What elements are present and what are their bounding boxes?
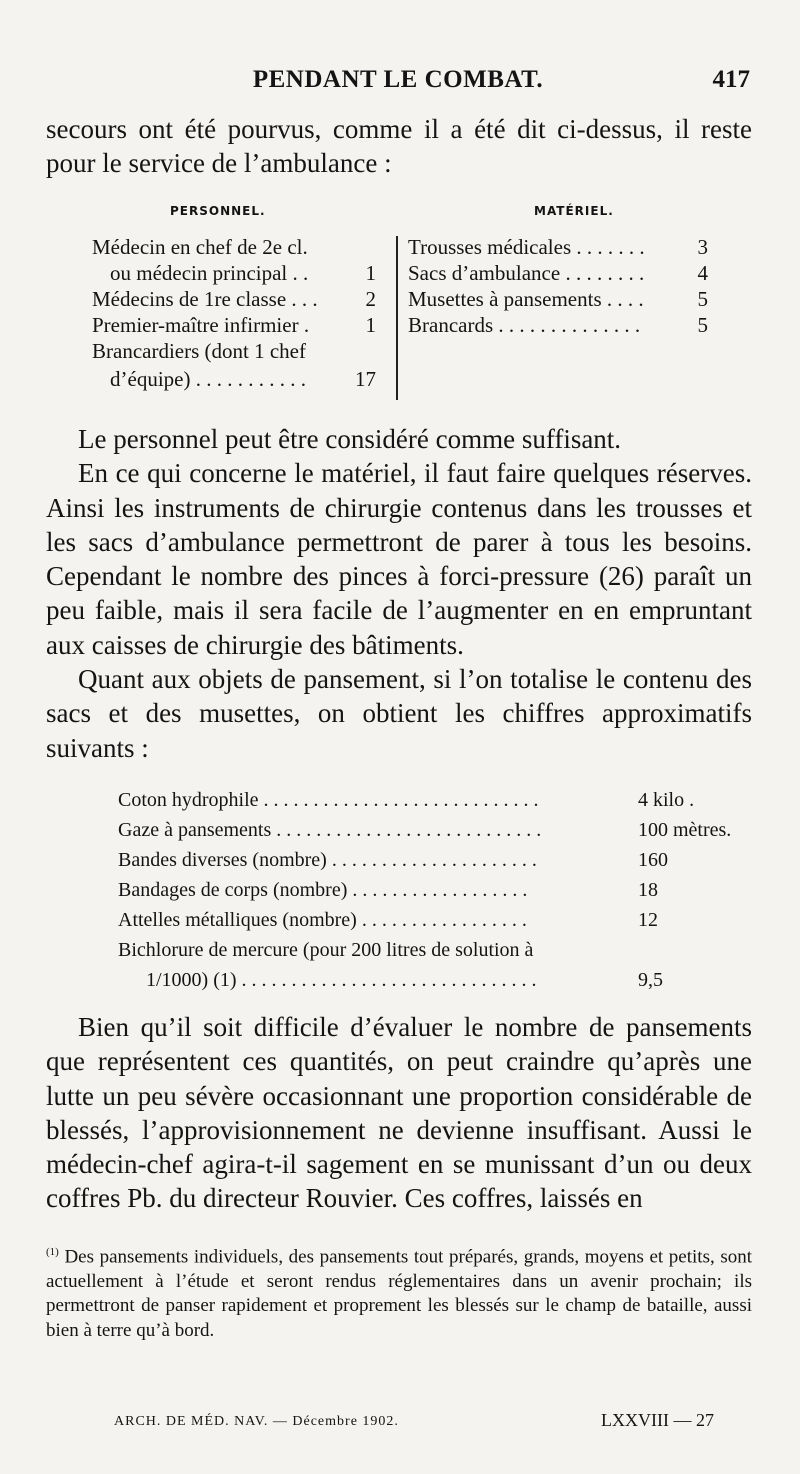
materiel-row-label: Musettes à pansements . . . . — [408, 287, 644, 311]
supplies-list — [118, 785, 758, 995]
supply-row — [118, 935, 758, 965]
personnel-row-label: Médecin en chef de 2e cl. — [92, 235, 308, 259]
materiel-row — [408, 234, 708, 260]
materiel-row-value: 4 — [697, 261, 708, 285]
supply-row — [118, 965, 758, 995]
materiel-row — [408, 260, 708, 286]
supply-value: 18 — [638, 879, 658, 901]
materiel-row-label: Sacs d’ambulance . . . . . . . . — [408, 261, 645, 285]
personnel-row-label: Médecins de 1re classe . . . — [92, 287, 318, 311]
supply-value: 12 — [638, 909, 658, 931]
journal-reference: ARCH. DE MÉD. NAV. — Décembre 1902. — [114, 1414, 399, 1429]
materiel-row-value: 3 — [697, 235, 708, 259]
materiel-row-value: 5 — [697, 287, 708, 311]
personnel-row — [92, 286, 376, 312]
supply-value: 160 — [638, 849, 668, 871]
personnel-row-label: Brancardiers (dont 1 chef — [92, 339, 306, 363]
paragraph-personnel: Le personnel peut être considéré comme suffisant. — [78, 424, 622, 454]
column-divider — [396, 236, 398, 400]
personnel-row-label: d’équipe) . . . . . . . . . . . — [110, 367, 306, 391]
supply-row — [118, 815, 758, 845]
supply-value: 9,5 — [638, 969, 663, 991]
materiel-heading: MATÉRIEL. — [534, 204, 614, 218]
signature-mark: LXXVIII — 27 — [601, 1410, 714, 1430]
footnote-marker: (1) — [46, 1246, 59, 1258]
supply-value: 100 mètres. — [638, 819, 732, 841]
supply-row — [118, 845, 758, 875]
personnel-row — [92, 312, 376, 338]
paragraph-pansements: Quant aux objets de pansement, si l’on totalise le contenu des sacs et des musettes, on obtient les chiffres approximatifs suivants : — [46, 664, 752, 763]
personnel-row-label: ou médecin principal . . — [110, 261, 309, 285]
footnote — [46, 1240, 752, 1343]
supply-label: 1/1000) (1) . . . . . . . . . . . . . . . . . . . . . . . . . . . . . . — [146, 969, 537, 991]
supply-row — [118, 905, 758, 935]
personnel-row — [92, 234, 376, 260]
paragraph-coffres: Bien qu’il soit difficile d’évaluer le nombre de pansements que représentent ces quantités, on peut craindre qu’après une lutte un peu sévère occasionnant une proportion considérable de blessés, l’approvisionnement ne devienne insuffisant. Aussi le médecin-chef agira-t-il sagement en se munissant d’un ou deux coffres Pb. du directeur Rouvier. Ces coffres, laissés en — [46, 1012, 752, 1214]
paragraph-materiel: En ce qui concerne le matériel, il faut faire quelques réserves. Ainsi les instruments de chirurgie contenus dans les trousses et les sacs d’ambulance permettront de parer à tous les besoins. Cependant le nombre des pinces à forci-pressure (26) paraît un peu faible, mais il sera facile de l’augmenter en en empruntant aux caisses de chirurgie des bâtiments. — [46, 458, 752, 660]
materiel-row — [408, 312, 708, 338]
personnel-row-value: 2 — [365, 287, 376, 311]
materiel-row-label: Trousses médicales . . . . . . . — [408, 235, 645, 259]
body-paragraphs — [46, 422, 752, 765]
supply-label: Bandages de corps (nombre) . . . . . . . . . . . . . . . . . . — [118, 879, 528, 901]
page-footer — [114, 1410, 714, 1440]
supply-label: Gaze à pansements . . . . . . . . . . . . . . . . . . . . . . . . . . . — [118, 819, 542, 841]
materiel-row — [408, 286, 708, 312]
intro-paragraph: secours ont été pourvus, comme il a été dit ci-dessus, il reste pour le service de l’ambulance : — [46, 114, 752, 179]
page-number: 417 — [712, 66, 750, 93]
personnel-heading: PERSONNEL. — [170, 204, 266, 218]
running-header — [46, 66, 750, 106]
personnel-row-label: Premier-maître infirmier . — [92, 313, 310, 337]
footnote-text: Des pansements individuels, des pansements tout préparés, grands, moyens et petits, sont actuellement à l’étude et seront rendus réglementaires dans un avenir prochain; ils permettront de panser rapidement et proprement les blessés sur le champ de bataille, aussi bien à terre qu’à bord. — [46, 1246, 753, 1341]
personnel-row — [110, 260, 376, 286]
supply-value: 4 kilo . — [638, 789, 695, 811]
page-title: PENDANT LE COMBAT. — [252, 66, 544, 93]
supply-label: Bichlorure de mercure (pour 200 litres de solution à — [118, 939, 534, 961]
inventory-tables — [86, 204, 726, 400]
personnel-row-value: 1 — [365, 261, 376, 285]
personnel-row-value: 17 — [355, 367, 376, 391]
personnel-row-value: 1 — [365, 313, 376, 337]
materiel-row-value: 5 — [697, 313, 708, 337]
supply-label: Attelles métalliques (nombre) . . . . . . . . . . . . . . . . . — [118, 909, 527, 931]
supply-row — [118, 785, 758, 815]
supply-row — [118, 875, 758, 905]
personnel-row — [92, 338, 376, 364]
personnel-row — [110, 366, 376, 392]
materiel-row-label: Brancards . . . . . . . . . . . . . . — [408, 313, 641, 337]
supply-label: Coton hydrophile . . . . . . . . . . . . . . . . . . . . . . . . . . . . — [118, 789, 539, 811]
supply-label: Bandes diverses (nombre) . . . . . . . . . . . . . . . . . . . . . — [118, 849, 537, 871]
